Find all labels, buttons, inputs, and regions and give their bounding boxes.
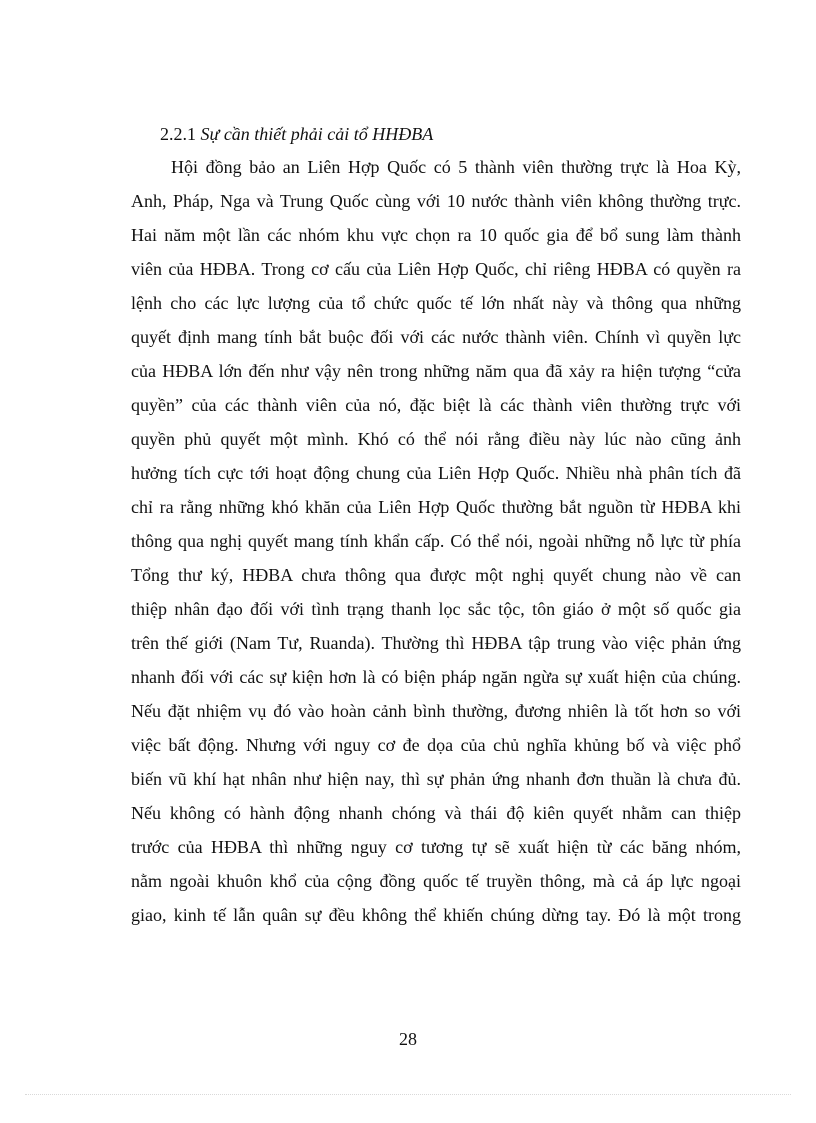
paragraph-line: Nếu không có hành động nhanh chóng và thái độ kiên quyết nhằm can thiệp xyxy=(131,803,741,823)
page-divider xyxy=(25,1094,791,1095)
paragraph-line: Tổng thư ký, HĐBA chưa thông qua được một nghị quyết chung nào về can xyxy=(131,565,741,585)
section-title: Sự cần thiết phải cải tổ HHĐBA xyxy=(200,124,434,144)
section-number: 2.2.1 xyxy=(160,124,196,144)
paragraph-line: chỉ ra rằng những khó khăn của Liên Hợp Quốc thường bắt nguồn từ HĐBA khi xyxy=(131,497,741,517)
paragraph-line: quyền” của các thành viên của nó, đặc biệt là các thành viên thường trực với xyxy=(131,395,741,415)
paragraph-line: Nếu đặt nhiệm vụ đó vào hoàn cảnh bình thường, đương nhiên là tốt hơn so với xyxy=(131,701,741,721)
paragraph-line: viên của HĐBA. Trong cơ cấu của Liên Hợp Quốc, chỉ riêng HĐBA có quyền ra xyxy=(131,259,741,279)
paragraph-line: của HĐBA lớn đến như vậy nên trong những năm qua đã xảy ra hiện tượng “cửa xyxy=(131,361,741,381)
page-number: 28 xyxy=(399,1029,417,1049)
paragraph-line: Hội đồng bảo an Liên Hợp Quốc có 5 thành viên thường trực là Hoa Kỳ, xyxy=(171,157,741,177)
paragraph-line: quyết định mang tính bắt buộc đối với các nước thành viên. Chính vì quyền lực xyxy=(131,327,741,347)
paragraph-line: hưởng tích cực tới hoạt động chung của Liên Hợp Quốc. Nhiều nhà phân tích đã xyxy=(131,463,741,483)
paragraph-line: biến vũ khí hạt nhân như hiện nay, thì sự phản ứng nhanh đơn thuần là chưa đủ. xyxy=(131,769,741,789)
paragraph-line: trước của HĐBA thì những nguy cơ tương tự sẽ xuất hiện từ các băng nhóm, xyxy=(131,837,741,857)
paragraph-line: lệnh cho các lực lượng của tổ chức quốc tế lớn nhất này và thông qua những xyxy=(131,293,741,313)
paragraph-line: quyền phủ quyết một mình. Khó có thể nói rằng điều này lúc nào cũng ảnh xyxy=(131,429,741,449)
paragraph-line: Hai năm một lần các nhóm khu vực chọn ra 10 quốc gia để bổ sung làm thành xyxy=(131,225,741,245)
section-heading xyxy=(160,122,433,146)
paragraph-line: Anh, Pháp, Nga và Trung Quốc cùng với 10 nước thành viên không thường trực. xyxy=(131,191,741,211)
paragraph-line: giao, kinh tế lẫn quân sự đều không thể khiến chúng dừng tay. Đó là một trong xyxy=(131,905,741,925)
paragraph-line: thiệp nhân đạo đối với tình trạng thanh lọc sắc tộc, tôn giáo ở một số quốc gia xyxy=(131,599,741,619)
paragraph-line: nằm ngoài khuôn khổ của cộng đồng quốc tế truyền thông, mà cả áp lực ngoại xyxy=(131,871,741,891)
paragraph-line: trên thế giới (Nam Tư, Ruanda). Thường thì HĐBA tập trung vào việc phản ứng xyxy=(131,633,741,653)
paragraph-line: việc bất động. Nhưng với nguy cơ đe dọa của chủ nghĩa khủng bố và việc phổ xyxy=(131,735,741,755)
body-paragraph xyxy=(131,150,741,932)
paragraph-line: thông qua nghị quyết mang tính khẩn cấp. Có thể nói, ngoài những nỗ lực từ phía xyxy=(131,531,741,551)
paragraph-line: nhanh đối với các sự kiện hơn là có biện pháp ngăn ngừa sự xuất hiện của chúng. xyxy=(131,667,741,687)
